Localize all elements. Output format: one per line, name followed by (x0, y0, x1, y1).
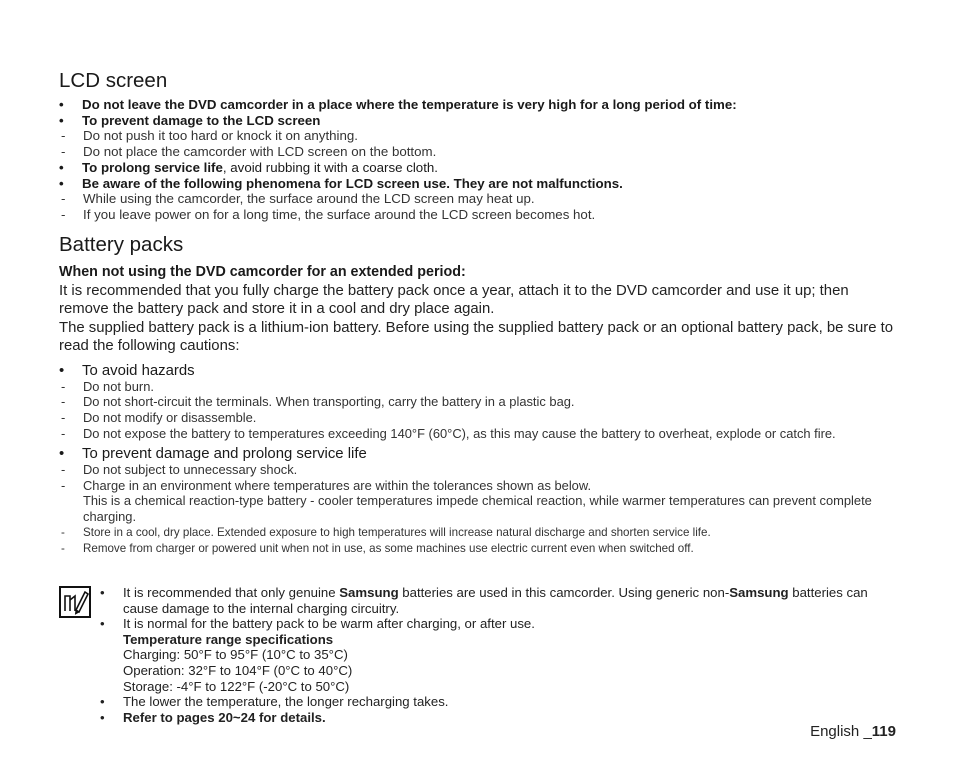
sub-list-item: - Do not short-circuit the terminals. When transporting, carry the battery in a plastic bag. (59, 394, 899, 410)
battery-cautions (59, 362, 899, 557)
list-item-hazards (59, 362, 899, 442)
page-number: 119 (871, 723, 896, 740)
sub-list-item-extra: This is a chemical reaction-type battery - cooler temperatures impede chemical reaction, while warmer temperatures can prevent complete charging. (83, 493, 872, 525)
sub-list-item: - Store in a cool, dry place. Extended exposure to high temperatures will increase natural discharge and shorten service life. (59, 525, 899, 541)
note-bullets (100, 585, 900, 725)
list-item-text: , avoid rubbing it with a coarse cloth. (222, 159, 438, 175)
note-list (100, 585, 900, 725)
note-bold: Refer to pages 20~24 for details. (123, 709, 326, 725)
list-item: • Do not leave the DVD camcorder in a place where the temperature is very high for a long period of time: (59, 97, 899, 113)
battery-packs-heading: Battery packs (59, 232, 184, 256)
spec-line: Charging: 50°F to 95°F (10°C to 35°C) (123, 647, 348, 663)
note-text: batteries can cause damage to the internal charging circuitry. (123, 585, 868, 616)
note-text: It is normal for the battery pack to be warm after charging, or after use. (123, 616, 535, 632)
battery-paragraph: It is recommended that you fully charge the battery pack once a year, attach it to the DVD camcorder and use it up; then remove the battery pack and store it in a cool and dry place again. (59, 282, 849, 318)
spec-title: Temperature range specifications (123, 631, 334, 647)
list-item-title: To prevent damage and prolong service life (82, 445, 367, 462)
sub-list-item: - Do not burn. (59, 379, 899, 395)
list-item (59, 176, 899, 223)
battery-packs-section (59, 232, 899, 557)
page-content (59, 68, 899, 557)
list-item (59, 113, 899, 160)
note-pencil-icon (59, 586, 91, 618)
spec-line: Storage: -4°F to 122°F (-20°C to 50°C) (123, 678, 350, 694)
battery-paragraph: The supplied battery pack is a lithium-ion battery. Before using the supplied battery pack or an optional battery pack, be sure to read the following cautions: (59, 319, 894, 355)
sub-list (59, 128, 899, 159)
lcd-screen-heading: LCD screen (59, 69, 168, 92)
page-footer (810, 723, 896, 740)
brand-text: Samsung (339, 585, 399, 600)
sub-list-item: - While using the camcorder, the surface around the LCD screen may heat up. (59, 191, 899, 207)
list-item-title: Be aware of the following phenomena for LCD screen use. They are not malfunctions. (82, 175, 623, 191)
note-item (100, 710, 900, 726)
sub-list (59, 191, 899, 222)
lcd-screen-section (59, 68, 899, 223)
brand-text: Samsung (729, 585, 789, 600)
sub-list-item-text: Charge in an environment where temperatures are within the tolerances shown as below. (83, 477, 592, 493)
battery-subheading: When not using the DVD camcorder for an extended period: (59, 263, 466, 280)
list-item-bold: To prolong service life (82, 159, 223, 175)
footer-language: English _ (810, 723, 872, 740)
list-item (59, 160, 899, 176)
caution-list (59, 362, 899, 557)
note-text: batteries are used in this camcorder. Using generic non- (398, 585, 730, 600)
note-item (100, 616, 900, 694)
sub-list-item: - Do not push it too hard or knock it on anything. (59, 128, 899, 144)
note-text: It is recommended that only genuine (123, 585, 340, 600)
note-item (100, 585, 900, 616)
list-item-title: To prevent damage to the LCD screen (82, 112, 321, 128)
sub-list-item (59, 478, 899, 525)
sub-list-item: - Do not subject to unnecessary shock. (59, 462, 899, 478)
sub-list-item: - Do not modify or disassemble. (59, 410, 899, 426)
sub-list (59, 462, 899, 557)
lcd-bullet-list (59, 97, 899, 223)
note-item: • The lower the temperature, the longer recharging takes. (100, 694, 900, 710)
sub-list-item: - Do not expose the battery to temperatures exceeding 140°F (60°C), as this may cause the battery to overheat, explode or catch fire. (59, 426, 899, 442)
spec-line: Operation: 32°F to 104°F (0°C to 40°C) (123, 662, 353, 678)
sub-list-item: - Do not place the camcorder with LCD screen on the bottom. (59, 144, 899, 160)
sub-list-item: - Remove from charger or powered unit when not in use, as some machines use electric current even when switched off. (59, 541, 899, 557)
sub-list-item: - If you leave power on for a long time, the surface around the LCD screen becomes hot. (59, 207, 899, 223)
list-item-damage (59, 445, 899, 557)
sub-list (59, 379, 899, 442)
list-item-title: To avoid hazards (82, 362, 195, 379)
